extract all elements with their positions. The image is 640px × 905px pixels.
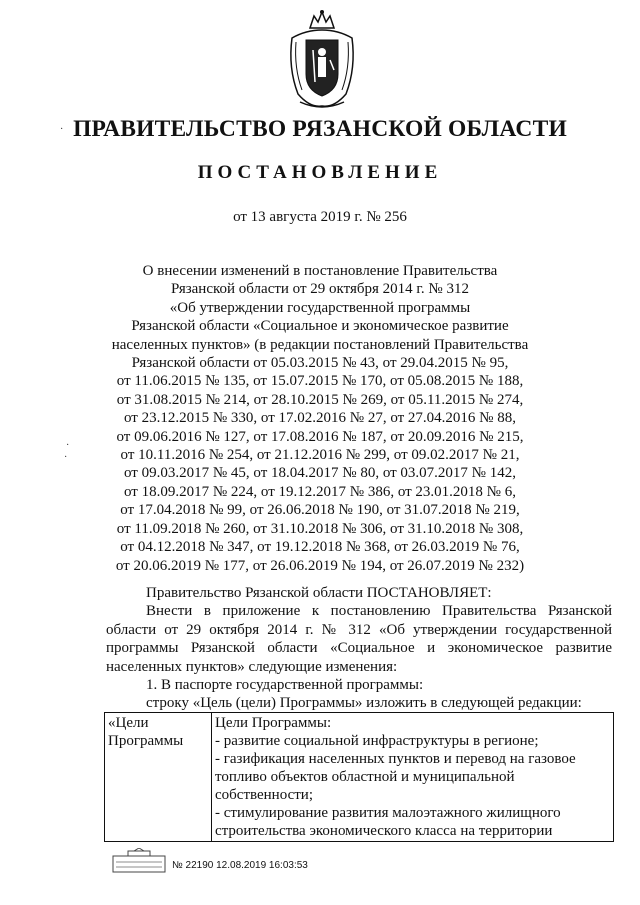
subject-line: от 31.08.2015 № 214, от 28.10.2015 № 269, от 05.11.2015 № 274, [116, 391, 524, 408]
content-line: - стимулирование развития малоэтажного жилищного [215, 805, 561, 821]
subject-line: населенных пунктов» (в редакции постановлений Правительства [111, 336, 529, 353]
row-header-line: Программы [108, 733, 184, 749]
document-subject [90, 262, 550, 575]
document-type: ПОСТАНОВЛЕНИЕ [197, 162, 443, 183]
document-body [106, 584, 612, 713]
subject-line: от 10.11.2016 № 254, от 21.12.2016 № 299, от 09.02.2017 № 21, [120, 447, 520, 464]
subject-line: «Об утверждении государственной программы [169, 299, 471, 316]
subject-line: от 17.04.2018 № 99, от 26.06.2018 № 190, от 31.07.2018 № 219, [120, 502, 520, 519]
content-line: топливо объектов областной и муниципальной [215, 769, 515, 785]
subject-line: от 11.06.2015 № 135, от 15.07.2015 № 170, от 05.08.2015 № 188, [116, 373, 524, 390]
program-passport-table [104, 712, 614, 842]
content-line: Цели Программы: [215, 715, 332, 731]
document-registration-id: № 22190 12.08.2019 16:03:53 [172, 860, 308, 871]
subject-line: от 11.09.2018 № 260, от 31.10.2018 № 306, от 31.10.2018 № 308, [116, 520, 524, 537]
document-date-number: от 13 августа 2019 г. № 256 [233, 209, 407, 225]
row-header-line: «Цели [108, 715, 149, 731]
row-content-cell [212, 713, 614, 842]
scan-mark: · [66, 440, 70, 451]
content-line: - газификация населенных пунктов и перевод на газовое [215, 751, 576, 767]
content-line: - развитие социальной инфраструктуры в регионе; [215, 733, 539, 749]
subject-line: от 09.03.2017 № 45, от 18.04.2017 № 80, от 03.07.2017 № 142, [123, 465, 516, 482]
registration-number: 22190 12.08.2019 16:03:53 [185, 860, 308, 871]
coat-of-arms-emblem [286, 8, 358, 112]
scan-mark: · [64, 452, 68, 463]
amendment-paragraph: Внести в приложение к постановлению Правительства Рязанской области от 29 октября 2014 г. № 312 «Об утверждении государственной программы Рязанской области «Социальное и экономическое развитие населенных пунктов» следующие изменения: [106, 603, 612, 675]
subject-line: Рязанской области «Социальное и экономическое развитие [131, 318, 509, 335]
item-1-instruction: строку «Цель (цели) Программы» изложить в следующей редакции: [146, 695, 582, 712]
registration-stamp-icon [112, 848, 166, 874]
subject-line: от 18.09.2017 № 224, от 19.12.2017 № 386, от 23.01.2018 № 6, [123, 483, 516, 500]
subject-line: от 23.12.2015 № 330, от 17.02.2016 № 27, от 27.04.2016 № 88, [123, 410, 516, 427]
subject-line: Рязанской области от 29 октября 2014 г. № 312 [171, 281, 469, 298]
content-line: собственности; [215, 787, 313, 803]
content-line: строительства экономического класса на территории [215, 823, 553, 839]
row-header-cell [105, 713, 212, 842]
government-title: ПРАВИТЕЛЬСТВО РЯЗАНСКОЙ ОБЛАСТИ [73, 116, 567, 142]
subject-line: от 20.06.2019 № 177, от 26.06.2019 № 194, от 26.07.2019 № 232) [115, 557, 525, 574]
subject-line: О внесении изменений в постановление Правительства [142, 263, 498, 279]
subject-line: от 04.12.2018 № 347, от 19.12.2018 № 368, от 26.03.2019 № 76, [120, 539, 520, 556]
subject-line: Рязанской области от 05.03.2015 № 43, от 29.04.2015 № 95, [131, 355, 509, 372]
subject-line: от 09.06.2016 № 127, от 17.08.2016 № 187, от 20.09.2016 № 215, [116, 428, 524, 445]
item-1: 1. В паспорте государственной программы: [146, 677, 424, 694]
scan-mark: · [60, 124, 64, 135]
resolution-clause: Правительство Рязанской области ПОСТАНОВЛЯЕТ: [146, 585, 492, 601]
table-row [105, 713, 614, 842]
